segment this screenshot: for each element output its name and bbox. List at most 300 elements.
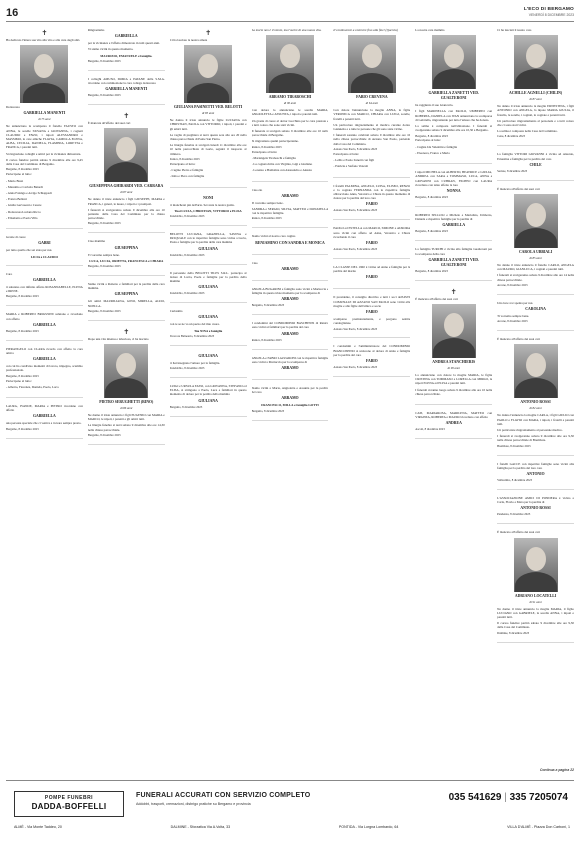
notice-text: I fratelli PALMINA, ANGELO, LUISA, ELISEO, RENZO e la cognata FERNANDA con le rispettive famiglie abbracciano Anna, Veronica e Chiara in questo momento di dolore per la perdita del loro caro [333,183,411,201]
notice-text: Siamo vicini al nostro caro cugino [251,234,296,239]
page-number: 16 [6,7,19,19]
notice-text: Partecipano al lutto: [6,378,32,383]
notice-text: di 86 anni [120,406,133,411]
obituary-notice [6,270,83,307]
notice-text: Il funerale si svolgerà sabato 9 dicembre alle ore 10 nella parrocchiale di Bergamo. [251,129,329,138]
obituary-notice [6,402,83,439]
obituary-notice [170,350,247,378]
ad-title: FUNERALI ACCURATI CON SERVIZIO COMPLETO [136,792,311,799]
deceased-name: FABIO [365,310,378,315]
notice-text: Ne danno il triste annuncio le figlie LUCIANA con CHRISTIAN, PAOLA con VITTORIO, i nipoti, i parenti e gli amici tutti. [169,118,247,131]
deceased-name: ANDREA [445,421,462,426]
notice-text: Bergamo, 8 dicembre 2023 [6,426,39,431]
notice-text: ci mancherai più dell'aria. Sei stata la nostra guida. [169,202,235,207]
deceased-name: GABRI [38,241,51,246]
notice-text: - Patrizia e Stefano Vezzoli [333,164,369,169]
notice-text: Partecipano al lutto: [169,161,196,166]
notice-text: Bergamo, 8 dicembre 2023 [6,328,39,333]
deceased-name: ABRAMO [281,366,299,371]
portrait-photo [104,128,148,182]
notice-text: Ringraziamo [87,28,105,32]
portrait-photo [348,35,396,93]
notice-text: La liturgia funebre si svolgerà lunedì 11 dicembre alle ore 10 nella parrocchiale di Gorle, seguirà il trasporto al cimitero. [169,143,247,156]
notice-text: Pandenza, 8 dicembre 2023 [497,512,531,517]
notice-text: Caro [6,271,13,276]
notice-text: PIERANGELO con CLARA ricorda con affetto la cara amica [6,346,83,355]
notice-text: Bergamo, 8 dicembre 2023 [415,195,448,200]
notice-text: È mancato all'affetto dei suoi cari [497,530,540,535]
deceased-name: ABRAMO TIRABOSCHI [268,95,312,100]
portrait-photo [266,35,314,93]
cross-icon: ✝ [41,29,48,37]
notice-text: Ne danno l'annuncio la moglie CARLA, i figli GIULIO con PAOLO e FLAVIO con MARA, i nipoti, i fratelli e parenti tutti. [497,413,574,426]
obituary-notice [497,335,574,455]
notice-text: Azzano San Paolo, 8 dicembre 2023 [333,365,378,370]
column-3 [170,26,247,774]
notice-text: Carissima [169,309,183,314]
notice-text: Zandobbio, 8 dicembre 2023 [169,213,205,218]
ad-subtitle: Addobbi, trasporti, cremazioni, disbrigo pratiche su Bergamo e provincia [136,802,251,806]
notice-text: Ha dedicato l'intera sua vita alla vita e alla cura degli altri. [6,38,81,42]
deceased-name: ANDREA STANCHIERIS [432,359,476,364]
obituary-notice [170,26,247,188]
obituary-notice [415,409,492,439]
notice-text: Siamo vicini a Maria, Angioletta e Assunta per la perdita del caro [251,386,329,395]
obituary-notice [88,109,165,233]
page-header [6,4,574,22]
notice-text: per tutto quello che sei stata per noi. [6,248,53,253]
notice-text: Il corteo funebre partirà sabato 9 dicembre alle ore 9,30 dalla Casa del Commiato. [497,621,574,630]
deceased-name: NONNA [446,189,461,194]
notice-text: Un particolare ringraziamento al personale e a tutti coloro che ci sono stati vicini. [497,118,574,128]
deceased-name: GIULIANA [198,353,218,358]
notice-text: - Mariangela Tiraboschi e famiglia [251,155,296,160]
notice-text: - Lellis e Paolo Zanetti con figli [333,158,375,163]
notice-text: Partecipano al lutto: [415,138,441,143]
notice-text: Bergamo, 8 dicembre 2023 [87,264,121,269]
notice-text: I fratelli GACCE con rispettive famiglie sono vicini alla famiglia per la perdita del loro caro [497,461,574,470]
notice-text: Ne danno il triste annuncio la moglie MARIA, il figlio LUCIANO con GABRIELE, la sorella ANNA, i nipoti e parenti tutti. [497,606,574,620]
notice-text: - Eleonora, Franco e Maria [415,150,450,155]
deceased-name: GIULIANA [198,398,218,403]
notice-text: I condomini e l'amministratore del CONDOMINIO BIANCOSPINO si uniscono al dolore di Anna e famiglia per la perdita del caro [333,344,411,357]
notice-text: Ci ha lasciati il nostro caro [497,28,532,32]
notice-text: Ascoli, 8 dicembre 2023 [415,427,445,432]
notice-text: di 90 anni [447,365,460,370]
notice-text: La morte non è il niente, ma l'uscire di una nuova vita. [251,28,322,32]
notice-text: Azzano San Paolo, 8 dicembre 2023 [333,247,378,252]
phone-2: 335 7205074 [509,792,568,803]
notice-text: di 82 anni [529,406,542,411]
notice-text: Bergamo, 8 dicembre 2023 [87,221,121,226]
portrait-photo [432,304,476,358]
phone-numbers: 035 541629 | 335 7205074 [448,792,568,803]
obituary-notice [88,26,165,71]
notice-text: LICIA e CLAUDIO [30,254,58,259]
notice-text: SANDRA e SERGIO, SILVIA, MATTEO e DONATELLA con le rispettive famiglie. [251,206,329,216]
notice-text: Ti vorremo sempre bene. [497,314,530,319]
notice-text: - Cugina Ida Valentini e famiglia [415,144,458,149]
notice-text: - Lorenzo e Battistina con Alessandro e Alessia [251,168,312,173]
obituary-notice [6,233,83,266]
notice-text: di 85 anni [529,256,542,261]
notice-text: - Alberto, Fiorenza, Daniela, Paolo, Luca [6,384,59,389]
notice-text: Ciao mamma [87,239,105,244]
notice-text: Bergamo, 8 dicembre 2023 [6,167,39,172]
obituary-notice [333,342,410,377]
obituary-notice [6,26,83,229]
notice-text: Trescore Balneario, 8 dicembre 2023 [169,333,215,338]
notice-text: La salma è composta nell'abitazione. I funerali si svolgeranno sabato 9 dicembre alle ore 10,30 a Bergamo. [415,124,493,133]
notice-text: MARIA e ROBERTO BROZZONI salutano e ricordano con affetto [6,312,83,321]
obituary-notice [252,259,329,281]
column-5 [333,26,410,774]
obituary-notice [497,494,574,524]
notice-text: ANGELA e FABIO LAZZARONI con le rispettive famiglie sono vicini a Mariuccia per la scomparsa di [251,355,329,364]
obituary-notice [415,245,492,280]
deceased-name: GIUSEPPINA [114,245,138,250]
notice-text: Un particolare ringraziamento al personale medico. [497,428,563,433]
notice-text: Ci ha lasciato la nostra amata [169,38,208,42]
deceased-name: ABRAMO [281,297,299,302]
obituary-notice [497,185,574,295]
deceased-name: GABRIELLA [33,277,56,282]
notice-text: PAOLO ed ESTELLA con MARCO, SIMONE e AURORA sono vicini con affetto ad Anna, Veronica e Chiara ricordando il caro [333,226,411,239]
obituary-notice [252,186,329,229]
deceased-name: GABRIELLA [442,223,466,228]
deceased-name: GABRIELLA [114,34,138,39]
deceased-name: ABRAMO [281,396,299,401]
notice-text: Ne danno il triste annuncio la moglie ERNESTINA, i figli ANTONIO con ANGELA, la nipote MARIA GIULIA, il fratello, le sorelle, i cognati, le cognate e parenti tutti. [497,104,574,117]
deceased-name: ADRIANO LOCATELLI [514,593,557,598]
notice-text: Bergamo, 8 dicembre 2023 [87,432,121,437]
branch-item: PONTIDA - Via Lorgna Lombardo, 64 [338,825,399,829]
notice-text: - Dottoressa Luciana Ricco [6,209,41,214]
notice-text: ci hai insegnato l'amore per la famiglia. [169,360,221,365]
notice-text: Arcene, 8 dicembre 2023 [497,319,528,324]
notice-text: Partecipano al lutto: [6,172,32,177]
notice-text: FRANCESCO, MILLA e famiglia GOTTI [261,403,319,408]
deceased-name: ANTONIO ROSSI [520,506,551,511]
notice-text: I figli MARINELLA con PAOLO, UMBERTO con ROBERTA, DANIELA con IVAN annunciano la scomparsa di Gabriella, ringraziando per tutto l'amore che ha donato. [415,109,493,122]
notice-text: ha raggiunto il suo Giancarlo. [415,103,454,108]
notice-text: - Giulia Gervasoni e Cesare [6,203,42,208]
deceased-name: NONI [203,195,214,200]
notice-text: - Cugino Pietro e famiglia [169,168,203,173]
deceased-name: GABRIELLA ZANETTI VED. GUALTERONI [428,91,479,101]
notice-text: scomparso prematuramente, e porgono sentite condoglianze. [333,317,411,326]
obituary-notice [333,224,410,259]
notice-text: Con dolore lo annunciano le sorelle MARIA, ANGIOLETTA e ASSUNTA, i nipoti e parenti tutti. [251,108,329,117]
notice-text: - Elisabetta e Paola Villa [6,215,38,220]
notice-text: I funerali saranno celebrati sabato 9 dicembre alle ore 10 nella chiesa parrocchiale di Azzano San Paolo, partendo dalla Casa del Commiato. [333,133,411,146]
portrait-photo [514,194,558,248]
notice-text: I condomini del CONDOMINIO BASCHENIS di Ranica sono vicini ai familiari per la perdita del caro [251,321,329,330]
notice-text: Con dolore l'annunciano la moglie ANNA, le figlie VERONICA con MARCO, CHIARA con LUIGI, sorelle, fratelli e parenti tutti. [333,108,411,121]
notice-text: Il presidente, il consiglio direttivo e tutti i soci dell'AVIS COMUNALE DI AZZANO SAN PAOLO sono vicini alla moglie e alle figlie dell'amico e socio [333,295,411,308]
deceased-name: CAROLA UBBIALI [518,250,553,255]
deceased-name: GABRIELLA [33,322,56,327]
phone-1: 035 541629 [448,792,502,803]
obituary-notice [497,26,574,146]
column-2 [88,26,165,774]
notice-text: La nostra cara mamma [415,28,445,32]
notice-text: È mancato all'affetto dei suoi cari [497,337,540,342]
notice-text: LUCA, LUCIA, ORIETTA, FRANCESCA e CHIARA [89,258,164,263]
deceased-name: GIULIANA [198,285,218,290]
obituary-notice [252,285,329,315]
notice-text: Partecipano al lutto: [251,149,278,154]
notice-text: Ne annunciano la scomparsa il fratello FAUSTO con ANNA, le sorelle SILVANA e GIOVANNA, i cognati CLAUDIO e ENZO, i nipoti ALESSANDRO e MASSIMO, le care amiche FLAVIA, CAMILLA ELENA, ALBA, CECILIA, DANIELA, FLAMINIA, LORETTA e FRANCA, i parenti tutti. [6,124,83,150]
notice-text: È mancata all'affetto dei suoi cari [415,296,458,301]
notice-text: La salma è composta nella Casa del Commiato. [497,129,558,134]
obituary-notice [497,150,574,180]
notice-text: - Mario Bresi [6,178,24,183]
notice-text: Ranica, 8 dicembre 2023 [251,216,282,221]
notice-text: Bergamo, 8 dicembre 2023 [6,294,39,299]
notice-text: Una luce si è spenta per noi. [497,300,534,305]
notice-text: Il corteo funebre partirà sabato 9 dicembre alle ore 9,45 dalla Casa del Commiato di Bergamo. [6,157,83,167]
notice-text: La veglia di preghiera si terrà questa sera alle ore 20 nella chiesa parrocchiale di Ponte San Pietro. [169,132,247,142]
deceased-name: ANTONIO ROSSI [520,400,551,405]
cross-icon: ✝ [450,287,457,296]
obituary-notice [88,325,165,445]
branch-item: DALMINE - Sforzatica Via A.Volta, 33 [170,825,231,829]
column-4 [252,26,329,774]
notice-text: Dalmine, 8 dicembre 2023 [497,630,530,635]
deceased-name: GIULIANA [198,315,218,320]
notice-text: MAURIZIO, EMANUELE e famiglia. [100,53,153,58]
deceased-name: GIUSEPPINA GHIRARDI VED. CARRARA [89,184,164,189]
notice-text: L'ASSOCIAZIONE AMICI DI PONDERA è vicina a Carla, Flavio e Mara per la perdita di [497,496,574,505]
notice-text: - Anna Falanga e Arrigo Schiappadi [6,190,52,195]
deceased-name: GABRIELLA ZANETTI VED. GUALTERONI [428,257,479,267]
notice-text: Un particolare ringraziamento al medico curante dottor Giannetta e a tutte le persone che gli sono state vicine. [333,122,411,132]
notice-text: Si ringraziano quanti parteciperanno. [251,139,299,144]
cross-icon: ✝ [205,29,212,37]
portrait-photo [104,344,148,398]
deceased-name: ANTONIO [526,472,545,477]
notice-text: CATI, MARIAROSA, MARILENA, MATTEO con VIRGINIA, ROBERTA e MAURO ricordano con affetto [415,411,493,420]
notice-text: con te se ne va un pezzo del mio cuore. [169,322,220,327]
notice-text: Zandobbio, 8 dicembre 2023 [169,252,205,257]
notice-text: Ne danno il triste annuncio il fratello CARLO, ANGELA con MAURO, GIANLUCA, i cognati e parenti tutti. [497,263,574,272]
obituary-notice [88,237,165,276]
notice-text: ti salutano con infinito affetto ROSANNABELLE, ELENA e IRENE. [6,284,83,294]
obituary-notice [252,319,329,349]
deceased-name: ACHILLE AGNELLI (CHILIN) [508,91,563,96]
notice-text: La annunciano con dolore la moglie MARIA, le figlie CRISTINA con TOMMASO e LORELLA con MIRKO, le nipoti ELENA ed ELISA e parenti tutti. [415,372,493,386]
column-1 [6,26,83,774]
obituary-notice [497,299,574,331]
notice-text: - Franca Belloni [6,197,27,202]
notice-text: Siamo vicini a Roberto e familiari per la perdita della cara mamma. [87,282,165,291]
notice-text: Bergamo, 8 dicembre 2023 [169,404,203,409]
notice-text: ROBERTO SELLOLI e Michele e Mariolina, Umberto, Daniela e rispettive famiglie per la perdita di [415,212,493,222]
funeral-home-ad [6,780,574,842]
notice-text: di 87 anni [120,190,133,195]
notice-text: LUIGI e URSULA FASSI, con GIOVANNA, STEFANO ed ELISA, si stringono a Paola, Luca e familiari in questo momento di dolore per la perdita della mamma [169,383,247,397]
notice-text: Valbrembo, 8 dicembre 2023 [497,478,532,483]
obituary-notice [415,168,492,207]
notice-text: Bergamo, 8 dicembre 2023 [251,408,285,413]
notice-text: I funerali si svolgeranno sabato 9 dicembre alle ore 10 partendo dalla Casa del Commiato per la chiesa parrocchiale. [87,207,165,221]
obituary-notice [497,460,574,490]
notice-text: Partecipano al lutto: [333,151,360,156]
deceased-name: ABRAMO [281,266,299,271]
obituary-notice [415,285,492,405]
obituaries-grid [6,26,574,774]
notice-text: Zandobbio, 8 dicembre 2023 [169,365,205,370]
deceased-name: GABRIELLA MANENTI [23,111,66,116]
obituary-notice [333,182,410,221]
funeral-home-logo: POMPE FUNEBRI DADDA-BOFFELLI [14,791,124,817]
notice-text: di 87 anni [529,97,542,102]
deceased-name: GIULIANA [198,246,218,251]
obituary-notice [252,384,329,421]
obituary-notice [170,382,247,417]
notice-text: di 75 anni [38,117,51,122]
obituary-notice [252,26,329,182]
notice-text: Azzano San Paolo, 8 dicembre 2023 [333,146,378,151]
notice-text: Ciao [251,260,258,265]
notice-text: - Irma e Piero con famiglie [169,174,205,179]
obituary-notice [333,293,410,338]
notice-text: Dopo una vita intensa e laboriosa, ci ha lasciato [87,336,149,341]
deceased-name: FABIO [365,202,378,207]
notice-text: Azzano San Paolo, 8 dicembre 2023 [333,326,378,331]
notice-text: La famiglia TURCHI è vicina alla famiglia Gualteroni per la scomparsa della cara [415,247,493,256]
obituary-notice [252,232,329,254]
notice-text: di 85 anni [202,111,215,116]
notice-text: - La cognata Irma con Virginia, Gigi e Giuliano [251,162,313,167]
notice-text: di 90 anni [283,101,297,106]
notice-text: Dottoressa [6,105,20,110]
notice-text: per la vicinanza e l'affetto dimostrato in tutti questi anni. [87,41,160,46]
notice-text: È mancata all'affetto dei suoi cari [497,186,540,191]
notice-text: Bergamo, 8 dicembre 2023 [87,308,121,313]
deceased-name: ABRAMO [281,193,299,198]
obituary-notice [88,75,165,105]
deceased-name: GABRIELLA MANENTI [105,87,148,92]
deceased-name: GIUSEPPINA [114,292,138,297]
obituary-notice [6,310,83,340]
notice-text: - Massimo e Carlotta Baiardi [6,184,44,189]
notice-text: Ciao zio [251,187,263,192]
publication-date: VENERDÌ 8 DICEMBRE 2023 [528,13,574,18]
notice-text: Ranica, 8 dicembre 2023 [251,337,282,342]
obituary-notice [6,345,83,398]
notice-text: Ne danno il triste annuncio i figli EUGENIO con MARIA e MARCO, le nipoti, i parenti e gli amici tutti. [87,413,165,422]
notice-text: Arcene, 8 dicembre 2023 [497,282,528,287]
notice-text: Vi siamo vicini in questo momento. [87,47,134,52]
column-7 [497,26,574,774]
cross-icon: ✝ [123,327,130,336]
portrait-photo [432,35,476,89]
notice-text: Grazie di cuore [6,235,26,240]
notice-text: I colleghi AMUSO, DORIA e PATANE della S.M.A. ricordano con commozione la cara collega dottoressa [87,76,165,86]
branch-item: ALMÈ - Via Monte Taddeo, 20 [14,825,62,829]
obituary-notice [415,211,492,241]
obituary-notice [170,307,247,346]
obituary-notice [333,263,410,289]
notice-text: La liturgia funebre si terrà sabato 9 dicembre alle ore 14,30 nella chiesa parrocchiale. [87,423,165,432]
notice-text: Ti vorremo sempre bene. [251,200,284,205]
notice-text: Tua NINA e famiglia [194,328,223,333]
notice-text: Tuoi LUCIA, CHRISTIAN, VITTORIO e ELISA [174,208,242,213]
deceased-name: CAROLINA [525,307,546,312]
notice-text: ANGELA BUGARINI e famiglia sono vicini a Mariuccia e famiglia in questo triste momento per la scomparsa di [251,286,329,296]
obituary-notice [252,354,329,380]
notice-text: LAURA, IVANOE, MARIA e PIETRO ricordano con affetto [6,403,83,413]
portrait-photo [514,344,558,398]
deceased-name: PIETRO SERUGHETTI (RINO) [99,400,154,405]
notice-text: Un grazie di cuore al dottor Lucchina per le cure prestate e a tutti coloro che sono stati vicini. [251,118,329,127]
obituary-notice [170,269,247,304]
notice-text: Bergamo, 8 dicembre 2023 [6,373,39,378]
portrait-photo [184,45,232,103]
portrait-photo [514,35,558,89]
notice-text: Cene, 8 dicembre 2023 [497,134,525,139]
obituary-notice [333,26,410,178]
notice-text: di 91 anni [529,599,542,604]
portrait-photo [20,45,68,103]
notice-text: Azzano San Paolo, 8 dicembre 2023 [333,208,378,213]
obituary-notice [497,528,574,642]
notice-text: Il personale della BELOTTI TILES S.R.L. partecipa al dolore di Lucia, Paola e famiglie per la perdita della mamma [169,270,247,283]
obituary-notice [88,280,165,321]
portrait-photo [514,538,558,592]
continued-note: Continua a pagina 22 [539,767,574,772]
notice-text: con cui ha condiviso momenti di lavoro, impegno, scambio professionale. [6,364,83,373]
notice-text: Ranica, 8 dicembre 2023 [251,144,282,149]
notice-text: Gli amici MAURILIANA, GINO, MIRELLA, ALDO, NOELLA. [87,299,165,308]
notice-text: di 64 anni [365,101,378,106]
deceased-name: GABRIELLA [33,414,56,419]
notice-text: Bergamo, 8 dicembre 2023 [415,229,448,234]
branch-list [14,825,570,830]
notice-text: Brembate, 8 dicembre 2023 [497,443,531,448]
deceased-name: GIULIANA PASINETTI VED. BELOTTI [174,105,243,110]
obituary-notice [170,192,247,226]
notice-text: LA CLASSE DEL 1960 è vicina ad Anna e famiglia per la perdita del marito [333,264,411,274]
obituary-notice [170,230,247,265]
notice-text: Ne danno il triste annuncio i figli GIUSEPPE, MARIA e FRANCA, i generi, le nuore, i nipoti e i pronipoti. [87,197,165,206]
notice-text: Seriate, 8 dicembre 2023 [497,168,528,173]
deceased-name: GABRIELLA [33,357,56,362]
notice-text: Ti vorremo sempre bene. [87,252,120,257]
deceased-name: FABIO CREVENA [356,95,388,100]
notice-text: una persona speciale che ci veniva a trovare sempre presto. [6,421,82,426]
column-6 [415,26,492,774]
notice-text: I nipoti MICHELA con ALBERTO, BEATRICE e GIULIA, ANDREA con SARA e TOMMASO, LUCA, ANNA e GIOVANNI con CUBRAN, FILIPPO con LAURA ricordano con tanto affetto la loro [415,170,493,187]
notice-text: BELOTTI LUCIANA, GRAZIELLA, SAVINA e PASQUALE con le rispettive famiglie sono vicine a Lucia, Paola e famiglie per la perdita della cara mamma [169,231,247,245]
notice-text: È mancata all'affetto dei suoi cari [87,121,131,126]
notice-text: I funerali si svolgeranno sabato 9 dicembre alle ore 14 nella chiesa parrocchiale. [497,273,574,282]
obituary-notice [415,26,492,164]
notice-text: Zandobbio, 8 dicembre 2023 [169,291,205,296]
notice-text: Zanica, 8 dicembre 2023 [169,156,200,161]
notice-text: Bergamo, 8 dicembre 2023 [87,58,121,63]
cross-icon: ✝ [123,112,130,121]
notice-text: Si ringraziano colleghi e amici per la vicinanza dimostrata. [6,151,82,156]
notice-text: Il continuerete a costruire fino alla fine! (Quercia) [333,28,398,32]
branch-item: VILLA D'ALMÈ - Piazza Don Carboni, 1 [507,825,570,829]
notice-text: I funerali avranno luogo sabato 9 dicembre alle ore 10 nella chiesa parrocchiale. [415,387,493,396]
notice-text: Bergamo, 8 dicembre 2023 [415,133,448,138]
deceased-name: ABRAMO [281,331,299,336]
deceased-name: BENIAMINO CON SANDRA E MONICA [255,240,325,245]
